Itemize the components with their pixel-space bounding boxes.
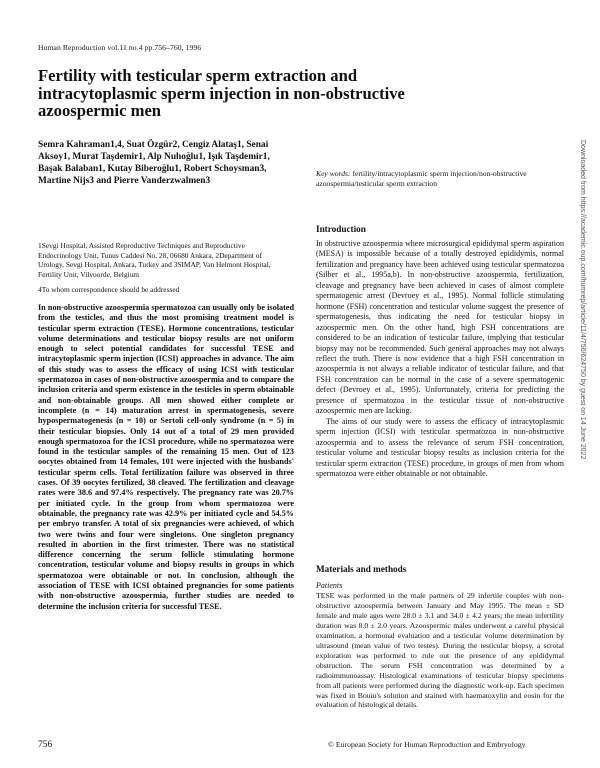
correspondence-note: 4To whom correspondence should be addressed: [38, 285, 180, 294]
introduction-heading: Introduction: [316, 224, 366, 234]
copyright-notice: © European Society for Human Reproduction and Embryology: [328, 740, 526, 749]
introduction-paragraph-1: In obstructive azoospermia where microsurgical epididymal sperm aspiration (MESA) is impossible because of a totally destroyed epididymis, normal fertilization and pregnancy have been achieved using testicular spermatozoa (Silber et al., 1995a,b). In non-obstructive azoospermia, fertilization, cleavage and pregnancy have been achieved in cases of almost complete spermatogenic arrest (Devroey et al., 1995). Normal follicle stimulating hormone (FSH) concentration and testicular volume suggest the presence of spermatogenesis, thus indicating the need for testicular biopsy in azoospermic men. On the other hand, high FSH concentrations are considered to be an indication of testicular failure, implying that testicular biopsy may not be recommended. Such general approaches may not always reflect the truth. There is now evidence that a high FSH concentration in azoospermia is not always a reliable indicator of testicular failure, and that FSH concentration can be normal in the case of a severe spermatogenic defect (Devroey et al., 1995). Unfortunately, criteria for predicting the presence of spermatozoa in the testicular tissue of non-obstructive azoospermic men are lacking.: [316, 239, 564, 416]
abstract-text: In non-obstructive azoospermia spermatozoa can usually only be isolated from the testicles, and thus the most promising treatment model is testicular sperm extraction (TESE). Hormone concentrations, testicular volume determinations and testicular biopsy results are not uniform enough to select potential candidates for successful TESE and intracytoplasmic sperm injection (ICSI) approaches in advance. The aim of this study was to assess the efficacy of using ICSI with testicular spermatozoa in cases of non-obstructive azoospermia and to compare the inclusion criteria and sperm existence in the testicles in sperm obtainable and non-obtainable groups. All men showed either complete or incomplete (n = 14) maturation arrest in spermatogenesis, severe hypospermatogenesis (n = 10) or Sertoli cell-only syndrome (n = 5) in their testicular biopsies. Only 14 out of a total of 29 men provided enough spermatozoa for the ICSI procedure, while no spermatozoa were found in the testicular samples of the remaining 15 men. Out of 123 oocytes obtained from 14 females, 101 were injected with the husbands' testicular sperm cells. Total fertilization failure was observed in three cases. Of 39 oocytes fertilized, 38 cleaved. The fertilization and cleavage rates were 38.6 and 97.4% respectively. The pregnancy rate was 20.7% per initiated cycle. In the group from whom spermatozoa were obtainable, the pregnancy rate was 42.9% per initiated cycle and 54.5% per embryo transfer. A total of six pregnancies were achieved, of which two were twins and four were singletons. One singleton pregnancy resulted in abortion in the first trimester. There was no statistical difference concerning the serum follicle stimulating hormone concentration, testicular volume and biopsy results in groups in which spermatozoa were obtainable or not. In conclusion, although the association of TESE with ICSI obtained pregnancies for some patients with non-obstructive azoospermia, further studies are needed to determine the inclusion criteria for successful TESE.: [38, 303, 294, 611]
download-watermark-text: Downloaded from https://academic.oup.com/humrep/article/11/4/756/624750 by guest on 14 June 2022: [579, 140, 586, 460]
affiliations: 1Sevgi Hospital, Assisted Reproductive Techniques and Reproductive Endocrinology Unit, Tunus Caddesi No. 28, 06680 Ankara, 2Department of Urology, Sevgi Hospital, Ankara, Turkey and 3SIMAP, Van Helmont Hospital, Fertility Unit, Vilvoorde, Belgium: [38, 241, 271, 279]
download-watermark: [576, 140, 590, 560]
introduction-paragraph-2: The aims of our study were to assess the efficacy of intracytoplasmic sperm injection (ICSI) with testicular spermatozoa in non-obstructive azoospermia and to assess the relevance of serum FSH concentration, testicular volume and testicular biopsy results as inclusion criteria for the testicular sperm extraction (TESE) procedure, in groups of men from whom spermatozoa were either obtainable or not obtainable.: [316, 416, 564, 478]
patients-subheading: Patients: [316, 581, 343, 590]
keywords-text: fertility/intracytoplasmic sperm injection/non-obstructive azoospermia/testicular sperm extraction: [316, 169, 527, 188]
keywords-block: [316, 169, 562, 188]
journal-citation: Human Reproduction vol.11 no.4 pp.756–760, 1996: [38, 43, 202, 52]
article-title: Fertility with testicular sperm extraction and intracytoplasmic sperm injection in non-obstructive azoospermic men: [38, 66, 405, 120]
introduction-body: [316, 239, 564, 479]
keywords-label: Key words:: [316, 169, 351, 178]
page-number: 756: [38, 740, 53, 750]
patients-paragraph: TESE was performed in the male partners of 29 infertile couples with non-obstructive azoospermia between January and May 1995. The mean ± SD female and male ages were 28.0 ± 3.1 and 34.0 ± 4.2 years; the mean infertility duration was 8.0 ± 2.0 years. Azoospermic males underwent a careful physical examination, a hormonal evaluation and a testicular volume determination by ultrasound (mean value of two testes). During the testicular biopsy, a scrotal exploration was performed to rule out the presence of any epididymal obstruction. The serum FSH concentration was determined by a radioimmunoassay. Histological examinations of testicular biopsy specimens from all patients were performed during the diagnostic work-up. Each specimen was fixed in Bouin's solution and stained with haematoxylin and eosin for the evaluation of histological details.: [316, 591, 564, 710]
author-list: Semra Kahraman1,4, Suat Özgür2, Cengiz Alataş1, Senai Aksoy1, Murat Taşdemir1, Alp Nuhoğlu1, Işık Taşdemir1, Başak Balaban1, Kutay Biberoğlu1, Robert Schoysman3, Martine Nijs3 and Pierre Vanderzwalmen3: [38, 140, 270, 186]
methods-heading: Materials and methods: [316, 564, 407, 574]
